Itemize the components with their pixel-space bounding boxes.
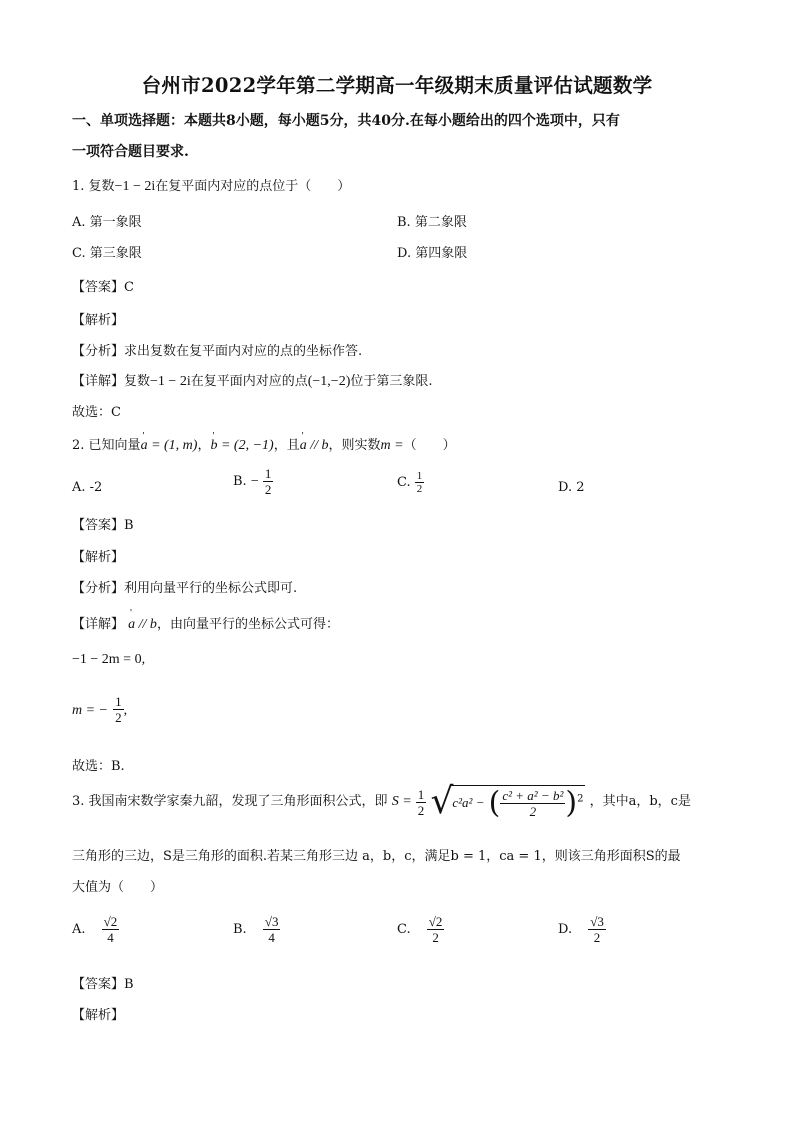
numerator: √2 — [103, 914, 118, 929]
option-label: D. — [558, 922, 573, 937]
conclusion: 故选：B. — [72, 759, 125, 774]
parallel-condition: ' a // b — [300, 437, 329, 455]
analysis-tag: 【分析】 — [72, 344, 125, 359]
denominator: 2 — [264, 482, 272, 497]
question-3-stem-line1 — [72, 780, 691, 824]
option-b: B. 第二象限 — [397, 215, 467, 230]
detail-text: 位于第三象限. — [350, 374, 433, 389]
option-label: B. — [233, 474, 247, 489]
option-a: A. -2 — [72, 480, 103, 495]
detail-line — [72, 613, 339, 633]
option-label: B. — [233, 922, 247, 937]
formula-fraction — [500, 788, 565, 819]
fraction — [415, 470, 425, 495]
comma: , — [123, 703, 128, 718]
denominator: 4 — [263, 929, 281, 945]
analysis-tag: 【分析】 — [72, 581, 125, 596]
formula-half — [416, 787, 427, 818]
answer-value: B — [124, 518, 134, 533]
fraction — [113, 694, 124, 725]
numerator: 1 — [416, 470, 423, 482]
detail-tag: 【详解】 — [72, 374, 125, 389]
page-title: 台州市2022学年第二学期高一年级期末质量评估试题数学 — [141, 74, 653, 97]
numerator: 1 — [417, 786, 425, 802]
detail-line — [72, 370, 433, 390]
numerator: c² + a² − b² — [502, 788, 564, 803]
question-number: 1. — [72, 179, 85, 194]
answer-line — [72, 973, 134, 992]
numerator: √3 — [590, 914, 604, 929]
answer-line — [72, 514, 134, 533]
complex-expression: −1 − 2i — [150, 374, 191, 389]
answer-value: C — [124, 280, 134, 295]
option-label: C. — [397, 922, 411, 937]
sqrt-sign: √ — [430, 781, 454, 822]
option-d: D. 2 — [558, 480, 585, 495]
question-paren: （ ） — [403, 438, 456, 453]
question-3-stem-line3: 大值为（ ） — [72, 880, 164, 895]
jiexi-tag: 【解析】 — [72, 550, 125, 565]
formula-inner: c²a² − — [452, 795, 485, 810]
detail-text: 复数 — [124, 374, 151, 389]
complex-expression: −1 − 2i — [114, 179, 156, 194]
question-text: 我国南宋数学家秦九韶，发现了三角形面积公式，即 — [88, 794, 388, 809]
section-heading-line2: 一项符合题目要求. — [72, 144, 189, 160]
conclusion: 故选：C — [72, 405, 121, 420]
option-label: A. — [72, 922, 86, 937]
fraction — [588, 914, 606, 945]
detail-tag: 【详解】 — [72, 617, 125, 632]
analysis-line — [72, 340, 362, 359]
answer-tag: 【答案】 — [72, 280, 125, 295]
denominator: 2 — [529, 804, 537, 819]
option-c: C. 第三象限 — [72, 246, 142, 261]
question-3-stem-line2: 三角形的三边，S是三角形的面积.若某三角形三边 a，b，c，满足b = 1，ca = 1，则该三角形面积S的最 — [72, 849, 681, 864]
question-number: 3. — [72, 794, 85, 809]
question-1-stem — [72, 178, 350, 196]
sqrt-radicand: c²a² − ( $\frac{\text{c² + a² − b²}}{2}$ )$^2$ — [452, 785, 584, 821]
m-expression: m = — [380, 438, 404, 453]
point-coordinate: (−1,−2) — [307, 374, 351, 389]
option-c — [397, 914, 444, 945]
question-text: ，则实数 — [328, 438, 381, 453]
denominator: 2 — [115, 710, 122, 725]
option-label: C. — [397, 475, 411, 490]
jiexi-tag: 【解析】 — [72, 1008, 125, 1023]
detail-text: ，由向量平行的坐标公式可得： — [156, 617, 339, 632]
option-b — [233, 466, 273, 497]
equation-lhs: m = − — [72, 703, 109, 718]
numerator: √2 — [428, 914, 443, 929]
parallel-condition: ' a // b — [128, 617, 157, 633]
option-d — [558, 914, 606, 945]
question-text: 已知向量 — [88, 438, 141, 453]
analysis-text: 利用向量平行的坐标公式即可. — [124, 581, 298, 596]
question-2-stem: 2. 已知向量' a = (1, m)，' b = (2, −1)，且' a // b，则实数m =（ ） — [72, 437, 456, 455]
numerator: 1 — [115, 694, 122, 709]
vector-b: ' b = (2, −1) — [210, 437, 273, 455]
denominator: 2 — [588, 929, 606, 945]
fraction — [102, 914, 120, 945]
fraction — [263, 466, 274, 497]
option-d: D. 第四象限 — [397, 246, 468, 261]
analysis-line — [72, 577, 297, 596]
question-text: 在复平面内对应的点位于（ ） — [155, 179, 351, 194]
option-c — [397, 470, 424, 495]
equation-2 — [72, 694, 127, 725]
question-text: 复数 — [88, 179, 115, 194]
equation-1: −1 − 2m = 0, — [72, 652, 146, 667]
numerator: 1 — [264, 466, 272, 481]
numerator: √3 — [264, 914, 279, 929]
analysis-text: 求出复数在复平面内对应的点的坐标作答. — [124, 344, 363, 359]
formula-lhs: S = — [391, 794, 412, 809]
detail-text: 在复平面内对应的点 — [190, 374, 308, 389]
denominator: 4 — [102, 929, 120, 945]
question-number: 2. — [72, 438, 85, 453]
denominator: 2 — [417, 802, 425, 818]
denominator: 2 — [416, 483, 423, 495]
answer-tag: 【答案】 — [72, 977, 125, 992]
option-a: A. 第一象限 — [72, 215, 142, 230]
fraction — [427, 914, 445, 945]
answer-value: B — [124, 977, 134, 992]
answer-line — [72, 276, 134, 295]
option-a — [72, 914, 119, 945]
answer-tag: 【答案】 — [72, 518, 125, 533]
question-text: ，其中a，b，c是 — [589, 794, 691, 809]
section-heading-line1: 一、单项选择题：本题共8小题，每小题5分，共40分.在每小题给出的四个选项中，只有 — [72, 113, 620, 129]
vector-a: ' a = (1, m) — [141, 437, 198, 455]
minus-sign: − — [250, 474, 259, 489]
fraction — [263, 914, 281, 945]
jiexi-tag: 【解析】 — [72, 313, 125, 328]
denominator: 2 — [427, 929, 445, 945]
option-b — [233, 914, 280, 945]
